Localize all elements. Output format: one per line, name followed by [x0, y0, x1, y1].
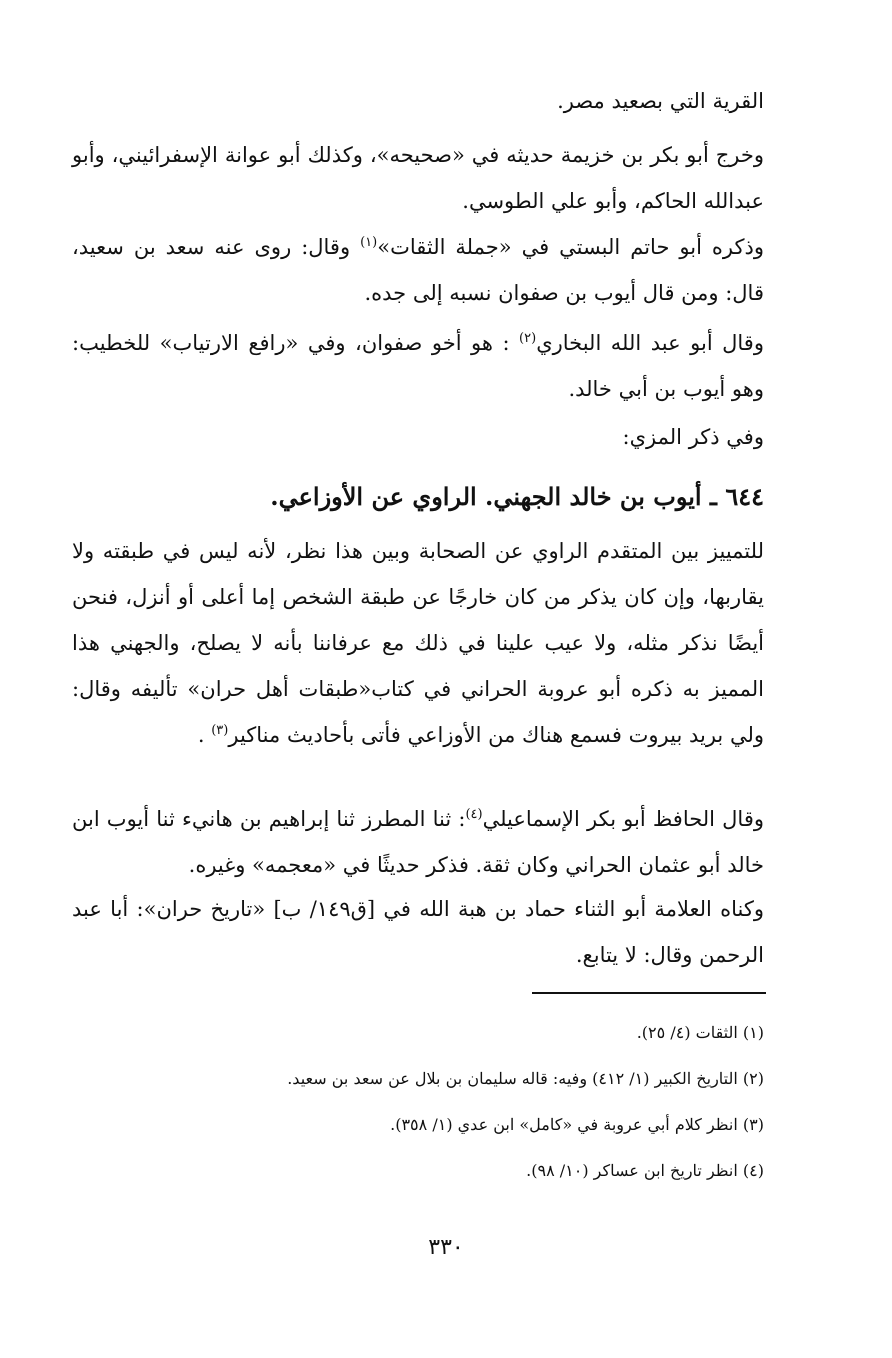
paragraph-text: وخرج أبو بكر بن خزيمة حديثه في «صحيحه»، وكذلك أبو عوانة الإسفرائيني، وأبو عبدالله الحاكم، وأبو علي الطوسي.: [72, 143, 764, 213]
paragraph-text: : ثنا المطرز ثنا إبراهيم بن هانيء ثنا أيوب ابن خالد أبو عثمان الحراني وكان ثقة. فذكر حديثًا في «معجمه» وغيره.: [72, 807, 764, 877]
footnote-1: (١) الثقات (٤/ ٢٥).: [636, 1023, 764, 1042]
paragraph-text: .: [197, 723, 212, 747]
footnote-2: (٢) التاريخ الكبير (١/ ٤١٢) وفيه: قاله سليمان بن بلال عن سعد بن سعيد.: [287, 1069, 764, 1088]
footnote-3: (٣) انظر كلام أبي عروبة في «كامل» ابن عدي (١/ ٣٥٨).: [390, 1115, 764, 1134]
paragraph-bukhari: [72, 320, 764, 412]
entry-heading: [72, 474, 764, 520]
paragraph-ismaili: [72, 796, 764, 888]
paragraph-text: : هو أخو صفوان، وفي «رافع الارتياب» للخطيب: وهو أيوب بن أبي خالد.: [72, 331, 764, 401]
paragraph-continuation: [72, 78, 764, 124]
paragraph-text: وقال الحافظ أبو بكر الإسماعيلي: [482, 807, 764, 831]
paragraph-text: وقال أبو عبد الله البخاري: [536, 331, 764, 355]
footnote-separator: [532, 992, 766, 994]
heading-text: ٦٤٤ ـ أيوب بن خالد الجهني. الراوي عن الأوزاعي.: [270, 482, 764, 511]
paragraph-text: وقال: روى عنه سعد بن سعيد، قال: ومن قال أيوب بن صفوان نسبه إلى جده.: [72, 235, 764, 305]
paragraph-text: للتمييز بين المتقدم الراوي عن الصحابة وبين هذا نظر، لأنه ليس في طبقته ولا يقاربها، وإن كان يذكر من كان خارجًا عن طبقة الشخص إما أعلى أو أنزل، فنحن أيضًا نذكر مثله، ولا عيب علينا في ذلك مع عرفاننا بأنه لا يصلح، والجهني هذا المميز به ذكره أبو عروبة الحراني في كتاب«طبقات أهل حران» تأليفه وقال: ولي بريد بيروت فسمع هناك من الأوزاعي فأتى بأحاديث مناكير: [72, 539, 764, 747]
paragraph-text: وفي ذكر المزي:: [622, 425, 764, 449]
footnote-ref-4[interactable]: (٤): [465, 807, 483, 822]
paragraph-abu-hatim: [72, 224, 764, 316]
paragraph-mizzi: [72, 414, 764, 460]
paragraph-text: القرية التي بصعيد مصر.: [557, 89, 764, 113]
footnote-ref-2[interactable]: (٢): [519, 331, 537, 346]
footnote-4: (٤) انظر تاريخ ابن عساكر (١٠/ ٩٨).: [526, 1161, 764, 1180]
page-number: ٣٣٠: [428, 1235, 464, 1260]
paragraph-tamyiz: [72, 528, 764, 758]
paragraph-text: وذكره أبو حاتم البستي في «جملة الثقات»: [377, 235, 764, 259]
footnotes: [72, 1010, 764, 1194]
footnote-ref-3[interactable]: (٣): [211, 723, 229, 738]
paragraph-kunya: [72, 886, 764, 978]
paragraph-ibn-khuzayma: [72, 132, 764, 224]
footnote-ref-1[interactable]: (١): [360, 235, 378, 250]
paragraph-text: وكناه العلامة أبو الثناء حماد بن هبة الله في [ق١٤٩/ ب] «تاريخ حران»: أبا عبد الرحمن وقال: لا يتابع.: [72, 897, 764, 967]
